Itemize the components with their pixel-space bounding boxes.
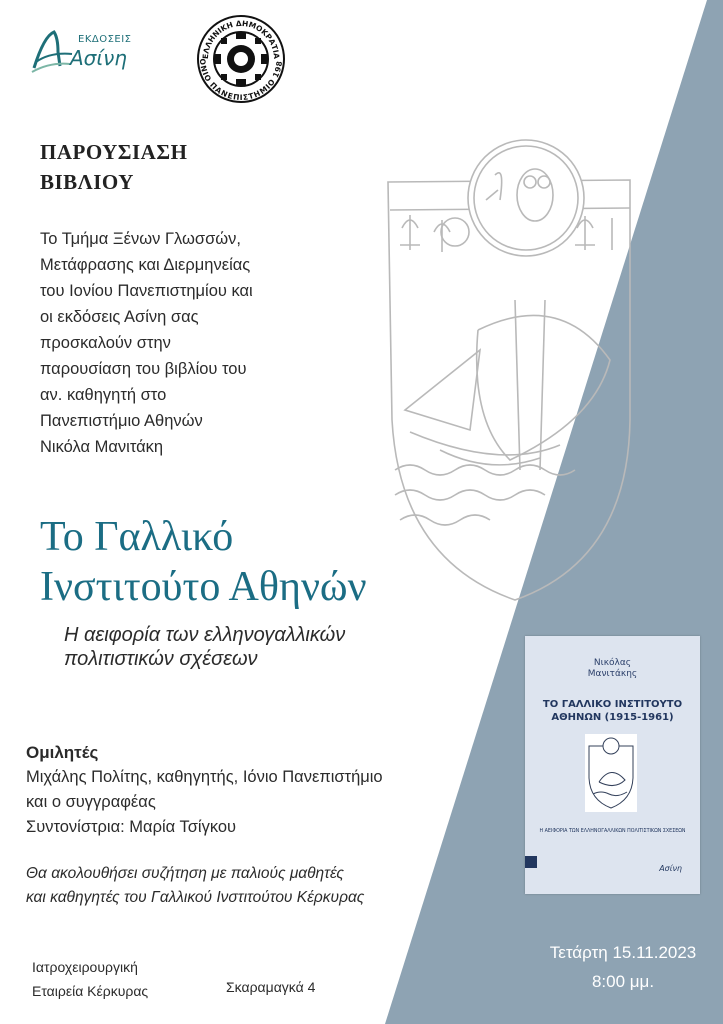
intro-line: Νικόλα Μανιτάκη: [40, 438, 164, 456]
intro-line: του Ιονίου Πανεπιστημίου και: [40, 282, 253, 300]
publisher-logo: [30, 26, 140, 76]
seal-bottom-text: ΟΝΙΟ ΠΑΝΕΠΙΣΤΗΜΙΟ 198: [197, 58, 284, 103]
book-subtitle: [64, 623, 345, 671]
book-cover-author-line: Μανιτάκης: [587, 669, 638, 679]
book-cover-publisher: Ασίνη: [659, 864, 682, 873]
speakers-label: Ομιλητές: [26, 743, 99, 762]
speaker-line: Συντονίστρια: Μαρία Τσίγκου: [26, 818, 237, 836]
note-line: και καθηγητές του Γαλλικού Ινστιτούτου Κέρκυρας: [26, 889, 365, 906]
university-seal: [196, 14, 286, 104]
intro-line: οι εκδόσεις Ασίνη σας: [40, 308, 199, 326]
event-type-heading: [40, 137, 187, 197]
title-line: Το Γαλλικό: [40, 514, 234, 560]
intro-line: Πανεπιστήμιο Αθηνών: [40, 412, 203, 430]
publisher-logo-name: Ασίνη: [70, 46, 127, 70]
book-cover: [525, 636, 700, 894]
book-cover-author: [525, 658, 700, 680]
book-cover-title-line: ΑΘΗΝΩΝ (1915-1961): [551, 712, 674, 723]
heading-line: ΠΑΡΟΥΣΙΑΣΗ: [40, 140, 188, 164]
speaker-line: και ο συγγραφέας: [26, 793, 156, 811]
heading-line: ΒΙΒΛΙΟΥ: [40, 170, 134, 194]
publisher-logo-small-text: ΕΚΔΟΣΕΙΣ: [78, 34, 132, 45]
book-cover-title: [525, 698, 700, 724]
book-cover-author-line: Νικόλας: [593, 658, 632, 668]
venue-line: Ιατροχειρουργική: [32, 959, 138, 975]
title-line: Ινστιτούτο Αθηνών: [40, 564, 367, 610]
intro-line: Μετάφρασης και Διερμηνείας: [40, 256, 251, 274]
book-cover-crest-icon: [585, 734, 637, 812]
intro-line: παρουσίαση του βιβλίου του: [40, 360, 247, 378]
discussion-note: [26, 862, 364, 910]
book-cover-title-line: ΤΟ ΓΑΛΛΙΚΟ ΙΝΣΤΙΤΟΥΤΟ: [542, 699, 683, 710]
venue-address: Σκαραμαγκά 4: [226, 979, 316, 995]
venue-line: Εταιρεία Κέρκυρας: [32, 983, 149, 999]
book-title: [40, 512, 367, 612]
speaker-line: Μιχάλης Πολίτης, καθηγητής, Ιόνιο Πανεπιστήμιο: [26, 768, 383, 786]
event-time: 8:00 μμ.: [591, 972, 655, 991]
event-datetime: [528, 938, 718, 996]
seal-top-text: ΕΛΛΗΝΙΚΗ ΔΗΜΟΚΡΑΤΙΑ: [200, 18, 282, 60]
invitation-text: [40, 226, 340, 460]
note-line: Θα ακολουθήσει συζήτηση με παλιούς μαθητές: [26, 865, 344, 882]
subtitle-line: πολιτιστικών σχέσεων: [64, 648, 258, 670]
event-date: Τετάρτη 15.11.2023: [549, 943, 697, 962]
subtitle-line: Η αειφορία των ελληνογαλλικών: [64, 624, 346, 646]
intro-line: αν. καθηγητή στο: [40, 386, 167, 404]
book-cover-square: [525, 856, 537, 868]
intro-line: προσκαλούν στην: [40, 334, 171, 352]
speakers-block: [26, 740, 383, 840]
university-seal-icon: [196, 14, 286, 104]
venue-name: [32, 955, 148, 1003]
asini-logo-mark-icon: [30, 28, 74, 74]
intro-line: Το Τμήμα Ξένων Γλωσσών,: [40, 230, 242, 248]
book-cover-subtitle: Η ΑΕΙΦΟΡΙΑ ΤΩΝ ΕΛΛΗΝΟΓΑΛΛΙΚΩΝ ΠΟΛΙΤΙΣΤΙΚΩΝ ΣΧΕΣΕΩΝ: [539, 829, 686, 834]
